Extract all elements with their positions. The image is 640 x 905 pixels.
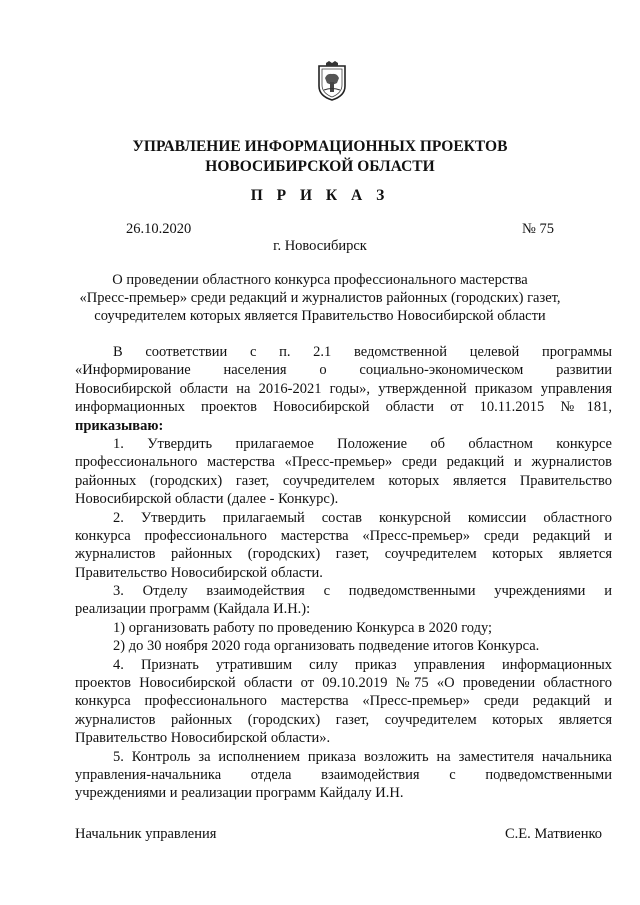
document-city: г. Новосибирск xyxy=(273,238,367,254)
body-line: конкурса профессионального мастерства «Пресс-премьер» среди редакций и xyxy=(75,693,612,710)
body-line: 4. Признать утратившим силу приказ управления информационных xyxy=(113,656,612,673)
body-line: профессионального мастерства «Пресс-премьер» среди редакций и журналистов xyxy=(75,454,612,471)
body-line: районных (городских) газет, соучредителем которых является Правительство xyxy=(75,472,612,489)
coat-of-arms-icon xyxy=(315,60,349,102)
body-line: управления-начальника отдела взаимодействия с подведомственными xyxy=(75,766,612,783)
body-line: реализации программ (Кайдала И.Н.): xyxy=(75,601,311,618)
body-line: приказываю: xyxy=(75,417,164,434)
body-line: Правительство Новосибирской области». xyxy=(75,730,331,747)
body-line: информационных проектов Новосибирской области от 10.11.2015 №181, xyxy=(75,399,612,416)
subject-line: соучредителем которых является Правительство Новосибирской области xyxy=(94,308,546,324)
signer-name: С.Е. Матвиенко xyxy=(505,826,603,842)
body-line: 3. Отделу взаимодействия с подведомственными учреждениями и xyxy=(113,583,612,600)
subject-line: О проведении областного конкурса профессионального мастерства xyxy=(112,272,528,288)
body-line: 1) организовать работу по проведению Конкурса в 2020 году; xyxy=(113,619,493,636)
document-type: П Р И К А З xyxy=(250,187,390,204)
body-line: «Информирование населения о социально-экономическом развитии xyxy=(75,362,612,379)
subject-line: «Пресс-премьер» среди редакций и журналистов районных (городских) газет, xyxy=(79,290,561,306)
body-line: 2) до 30 ноября 2020 года организовать подведение итогов Конкурса. xyxy=(113,638,540,655)
document-number: № 75 xyxy=(522,221,554,237)
document-date: 26.10.2020 xyxy=(126,221,192,237)
body-line: Правительство Новосибирской области. xyxy=(75,564,323,581)
body-line: журналистов районных (городских) газет, соучредителем которых является xyxy=(75,546,612,563)
body-line: журналистов районных (городских) газет, соучредителем которых является xyxy=(75,711,612,728)
body-line: 1. Утвердить прилагаемое Положение об областном конкурсе xyxy=(113,435,612,452)
document-subject xyxy=(60,271,580,325)
organization-name xyxy=(60,137,580,177)
body-line: В соответствии с п. 2.1 ведомственной целевой программы xyxy=(113,344,612,360)
body-line: конкурса профессионального мастерства «Пресс-премьер» среди редакций и xyxy=(75,527,612,544)
body-line: 5. Контроль за исполнением приказа возложить на заместителя начальника xyxy=(113,748,612,765)
document-body xyxy=(75,343,612,803)
body-line: Новосибирской области (далее - Конкурс). xyxy=(75,491,339,508)
org-line-2: НОВОСИБИРСКОЙ ОБЛАСТИ xyxy=(205,158,435,175)
body-line: учреждениями и реализации программ Кайдалу И.Н. xyxy=(75,785,404,802)
org-line-1: УПРАВЛЕНИЕ ИНФОРМАЦИОННЫХ ПРОЕКТОВ xyxy=(132,138,508,155)
signer-position: Начальник управления xyxy=(75,826,217,842)
body-line: проектов Новосибирской области от 09.10.2019 №75 «О проведении областного xyxy=(75,675,612,692)
body-line: 2. Утвердить прилагаемый состав конкурсной комиссии областного xyxy=(113,509,612,526)
body-line: Новосибирской области на 2016-2021 годы», утвержденной приказом управления xyxy=(75,380,612,397)
